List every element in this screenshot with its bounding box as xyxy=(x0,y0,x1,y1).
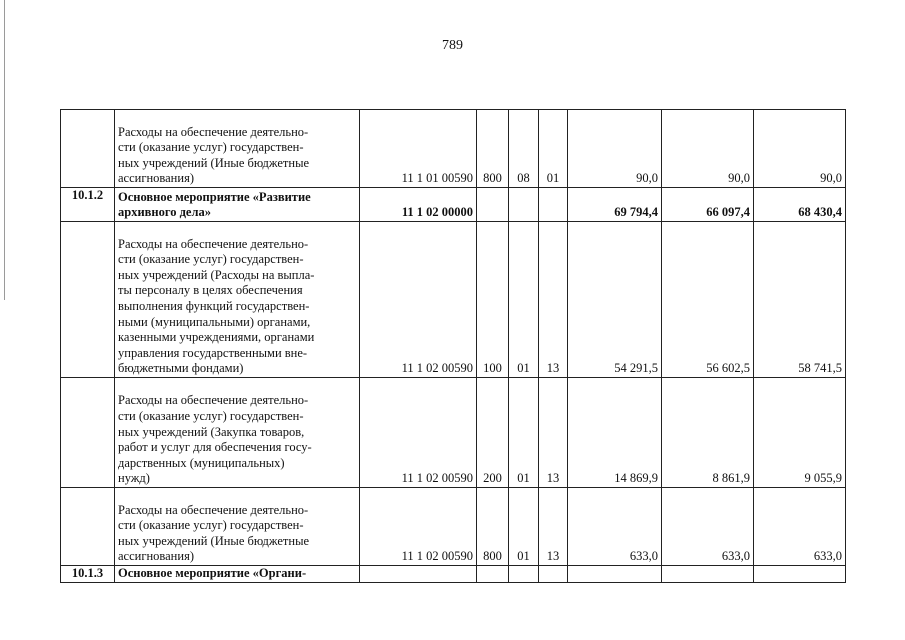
table-row xyxy=(61,488,846,566)
row-value-1: 69 794,4 xyxy=(568,188,662,222)
row-value-1: 14 869,9 xyxy=(568,378,662,488)
row-rz: 01 xyxy=(509,488,539,566)
row-vr xyxy=(477,188,509,222)
row-pr: 01 xyxy=(539,110,568,188)
row-value-3: 9 055,9 xyxy=(754,378,846,488)
row-vr: 100 xyxy=(477,222,509,378)
row-rz: 08 xyxy=(509,110,539,188)
row-code: 11 1 01 00590 xyxy=(360,110,477,188)
row-name: Основное мероприятие «Органи- xyxy=(115,566,360,583)
row-value-1 xyxy=(568,566,662,583)
row-code xyxy=(360,566,477,583)
row-index xyxy=(61,110,115,188)
table-row xyxy=(61,566,846,583)
row-rz: 01 xyxy=(509,222,539,378)
row-pr: 13 xyxy=(539,378,568,488)
row-index: 10.1.3 xyxy=(61,566,115,583)
row-name: Расходы на обеспечение деятельно- сти (оказание услуг) государствен- ных учреждений (Закупка товаров, работ и услуг для обеспечения госу- дарственных (муниципальных) нужд) xyxy=(115,378,360,488)
row-vr: 800 xyxy=(477,110,509,188)
row-pr: 13 xyxy=(539,488,568,566)
row-value-1: 90,0 xyxy=(568,110,662,188)
row-value-3: 90,0 xyxy=(754,110,846,188)
row-value-3: 58 741,5 xyxy=(754,222,846,378)
row-value-2: 633,0 xyxy=(662,488,754,566)
row-vr xyxy=(477,566,509,583)
row-code: 11 1 02 00590 xyxy=(360,488,477,566)
row-name: Основное мероприятие «Развитие архивного дела» xyxy=(115,188,360,222)
row-index xyxy=(61,378,115,488)
row-value-1: 54 291,5 xyxy=(568,222,662,378)
row-value-1: 633,0 xyxy=(568,488,662,566)
budget-table-body xyxy=(61,110,846,583)
row-value-3 xyxy=(754,566,846,583)
row-value-3: 68 430,4 xyxy=(754,188,846,222)
row-name: Расходы на обеспечение деятельно- сти (оказание услуг) государствен- ных учреждений (Расходы на выпла- ты персоналу в целях обеспечения выполнения функций государствен- ными (муниципальными) органами, казенными учреждениями, органами управления государственными вне- бюджетными фондами) xyxy=(115,222,360,378)
row-pr xyxy=(539,566,568,583)
row-value-2: 8 861,9 xyxy=(662,378,754,488)
row-vr: 200 xyxy=(477,378,509,488)
row-name: Расходы на обеспечение деятельно- сти (оказание услуг) государствен- ных учреждений (Иные бюджетные ассигнования) xyxy=(115,110,360,188)
table-row xyxy=(61,110,846,188)
row-pr xyxy=(539,188,568,222)
row-pr: 13 xyxy=(539,222,568,378)
table-row xyxy=(61,188,846,222)
row-rz xyxy=(509,188,539,222)
row-rz: 01 xyxy=(509,378,539,488)
row-value-3: 633,0 xyxy=(754,488,846,566)
table-row xyxy=(61,222,846,378)
row-value-2: 66 097,4 xyxy=(662,188,754,222)
row-name: Расходы на обеспечение деятельно- сти (оказание услуг) государствен- ных учреждений (Иные бюджетные ассигнования) xyxy=(115,488,360,566)
row-value-2: 90,0 xyxy=(662,110,754,188)
table-row xyxy=(61,378,846,488)
row-index xyxy=(61,488,115,566)
row-code: 11 1 02 00590 xyxy=(360,222,477,378)
row-value-2 xyxy=(662,566,754,583)
row-index: 10.1.2 xyxy=(61,188,115,222)
row-index xyxy=(61,222,115,378)
row-code: 11 1 02 00590 xyxy=(360,378,477,488)
row-code: 11 1 02 00000 xyxy=(360,188,477,222)
row-rz xyxy=(509,566,539,583)
row-value-2: 56 602,5 xyxy=(662,222,754,378)
row-vr: 800 xyxy=(477,488,509,566)
budget-table xyxy=(60,109,846,583)
page-number: 789 xyxy=(442,38,463,53)
